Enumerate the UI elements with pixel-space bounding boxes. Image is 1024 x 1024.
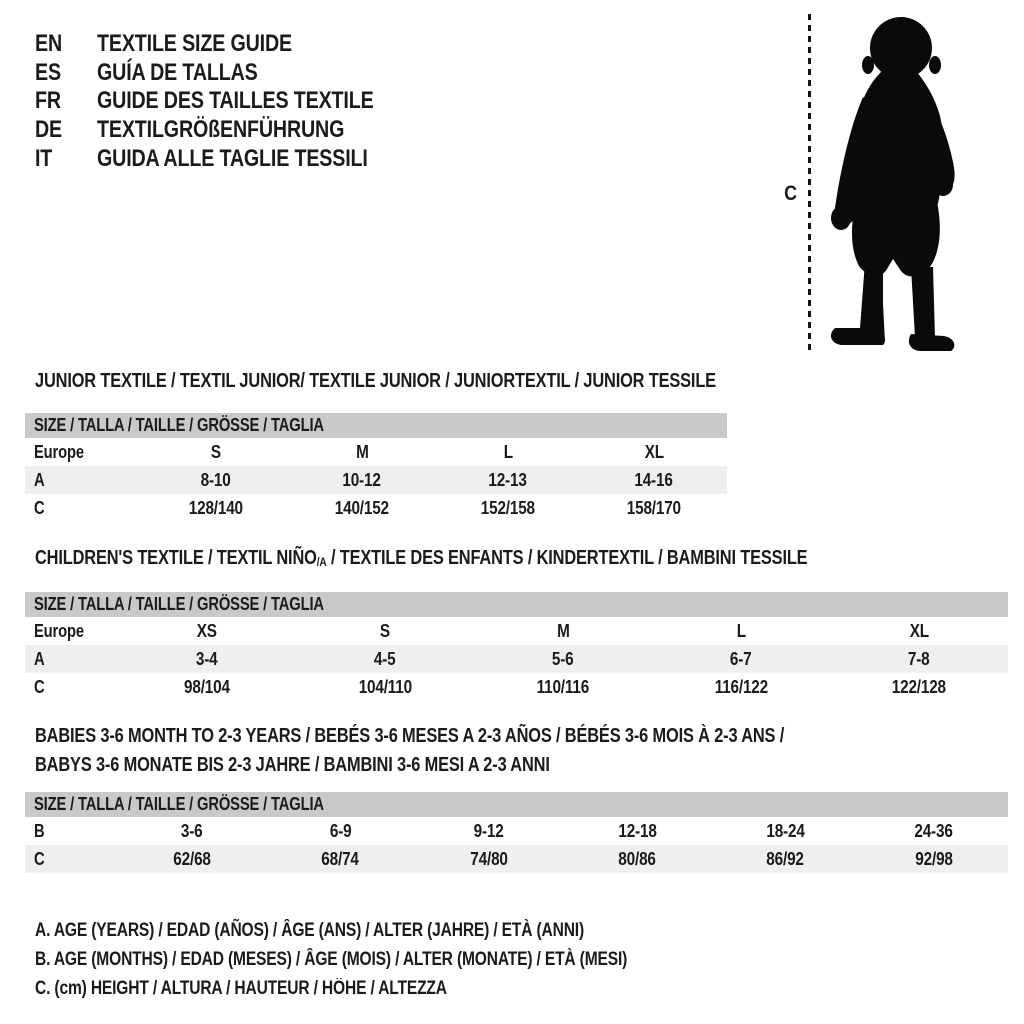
row-label: C — [34, 497, 45, 518]
table-cell: 18-24 — [766, 820, 805, 841]
table-row — [25, 645, 1008, 673]
table-cell: 158/170 — [626, 497, 682, 518]
table-cell: 12-13 — [488, 469, 528, 490]
table-cell: 62/68 — [173, 848, 211, 869]
row-label: B — [34, 820, 45, 841]
table-cell: 4-5 — [374, 648, 396, 669]
table-cell: 92/98 — [915, 848, 953, 869]
language-code: DE — [35, 116, 63, 144]
babies-title-line1: BABIES 3-6 MONTH TO 2-3 YEARS / BEBÉS 3-6 MESES A 2-3 AÑOS / BÉBÉS 3-6 MOIS À 2-3 ANS / — [35, 725, 785, 747]
junior-size-table — [25, 413, 727, 522]
table-row — [25, 494, 727, 522]
toddler-silhouette-icon — [823, 12, 968, 357]
height-dotted-line — [808, 14, 811, 355]
table-header-text: SIZE / TALLA / TAILLE / GRÖSSE / TAGLIA — [34, 415, 324, 435]
legend-c-text: C. (cm) HEIGHT / ALTURA / HAUTEUR / HÖHE / ALTEZZA — [35, 978, 447, 999]
legend-b-text: B. AGE (MONTHS) / EDAD (MESES) / ÂGE (MOIS) / ALTER (MONATE) / ETÀ (MESI) — [35, 949, 628, 970]
table-cell: 6-9 — [329, 820, 352, 841]
table-cell: 9-12 — [473, 820, 504, 841]
children-title-post: / TEXTILE DES ENFANTS / KINDERTEXTIL / BAMBINI TESSILE — [326, 547, 808, 569]
table-row — [25, 466, 727, 494]
table-row — [25, 817, 1008, 845]
table-cell: XS — [196, 620, 218, 641]
table-cell: XL — [644, 441, 664, 462]
children-size-table — [25, 592, 1008, 701]
table-row — [25, 438, 727, 466]
table-cell: 14-16 — [634, 469, 674, 490]
language-row — [35, 59, 434, 88]
babies-title-line2: BABYS 3-6 MONATE BIS 2-3 JAHRE / BAMBINI 3-6 MESI A 2-3 ANNI — [35, 754, 550, 776]
table-cell: 128/140 — [188, 497, 244, 518]
children-section-title-text — [35, 547, 807, 573]
table-cell: M — [556, 620, 570, 641]
table-cell: 3-6 — [181, 820, 203, 841]
language-title: GUIDE DES TAILLES TEXTILE — [97, 87, 374, 115]
table-cell: 6-7 — [730, 648, 752, 669]
table-cell: 98/104 — [184, 676, 230, 697]
table-cell: XL — [909, 620, 929, 641]
legend-a-text: A. AGE (YEARS) / EDAD (AÑOS) / ÂGE (ANS) / ALTER (JAHRE) / ETÀ (ANNI) — [35, 920, 584, 941]
row-label: Europe — [34, 620, 84, 641]
table-cell: 110/116 — [536, 676, 590, 697]
table-cell: 5-6 — [552, 648, 574, 669]
language-code: FR — [35, 87, 61, 115]
children-title-sub: /A — [316, 555, 327, 570]
table-cell: L — [736, 620, 746, 641]
table-header-text: SIZE / TALLA / TAILLE / GRÖSSE / TAGLIA — [34, 594, 324, 614]
table-cell: M — [355, 441, 369, 462]
language-title: GUÍA DE TALLAS — [97, 58, 258, 86]
height-c-text: C — [783, 182, 797, 205]
language-row — [35, 30, 434, 59]
language-code: EN — [35, 30, 63, 58]
table-cell: 3-4 — [196, 648, 218, 669]
language-title: TEXTILGRÖßENFÜHRUNG — [97, 116, 345, 144]
babies-size-table — [25, 792, 1008, 873]
table-header-bar — [25, 592, 1008, 617]
legend-row-c — [35, 974, 757, 1003]
table-cell: 80/86 — [618, 848, 656, 869]
legend-block — [35, 916, 757, 1003]
table-cell: 8-10 — [201, 469, 231, 490]
table-cell: 86/92 — [766, 848, 805, 869]
table-cell: 116/122 — [714, 676, 768, 697]
table-cell: 152/158 — [480, 497, 536, 518]
table-cell: 140/152 — [334, 497, 390, 518]
table-header-bar — [25, 413, 727, 438]
table-cell: 7-8 — [908, 648, 930, 669]
language-row — [35, 87, 434, 116]
table-cell: 12-18 — [618, 820, 657, 841]
junior-section-title — [35, 370, 865, 392]
junior-section-title-text: JUNIOR TEXTILE / TEXTIL JUNIOR/ TEXTILE JUNIOR / JUNIORTEXTIL / JUNIOR TESSILE — [35, 370, 716, 392]
table-cell: 74/80 — [470, 848, 508, 869]
language-title-list — [35, 30, 434, 173]
height-c-label — [778, 182, 802, 206]
table-cell: 68/74 — [321, 848, 360, 869]
children-section-title — [35, 547, 977, 573]
table-row — [25, 617, 1008, 645]
row-label: C — [34, 848, 45, 869]
language-title: GUIDA ALLE TAGLIE TESSILI — [97, 144, 368, 172]
table-row — [25, 673, 1008, 701]
row-label: C — [34, 676, 45, 697]
table-cell: S — [379, 620, 391, 641]
table-cell: 122/128 — [891, 676, 947, 697]
table-row — [25, 845, 1008, 873]
row-label: A — [34, 648, 45, 669]
children-title-pre: CHILDREN'S TEXTILE / TEXTIL NIÑO — [35, 547, 317, 569]
table-cell: 10-12 — [342, 469, 382, 490]
language-code: IT — [35, 144, 53, 172]
language-row — [35, 144, 434, 173]
table-cell: S — [210, 441, 222, 462]
language-title: TEXTILE SIZE GUIDE — [97, 30, 292, 58]
table-header-bar — [25, 792, 1008, 817]
language-code: ES — [35, 58, 61, 86]
legend-row-a — [35, 916, 757, 945]
table-cell: 24-36 — [914, 820, 953, 841]
babies-section-title — [35, 722, 949, 780]
language-row — [35, 116, 434, 145]
table-cell: L — [503, 441, 513, 462]
row-label: Europe — [34, 441, 84, 462]
legend-row-b — [35, 945, 757, 974]
table-cell: 104/110 — [358, 676, 412, 697]
table-header-text: SIZE / TALLA / TAILLE / GRÖSSE / TAGLIA — [34, 794, 324, 814]
row-label: A — [34, 469, 45, 490]
